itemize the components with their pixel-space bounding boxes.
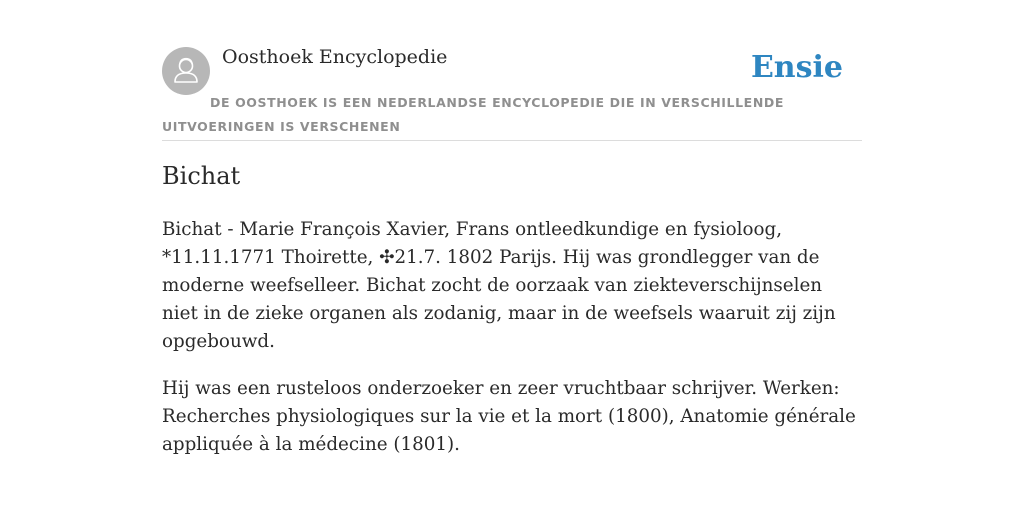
article-title: Bichat (162, 162, 241, 190)
brand-logo[interactable]: Ensie (750, 50, 843, 85)
user-silhouette-icon (162, 47, 210, 95)
source-description: DE OOSTHOEK IS EEN NEDERLANDSE ENCYCLOPEDIE DIE IN VERSCHILLENDE UITVOERINGEN IS VERSCHENEN (162, 95, 784, 134)
source-header (162, 0, 862, 141)
page-container (162, 0, 862, 455)
avatar[interactable] (162, 47, 210, 95)
article-paragraph: Bichat - Marie François Xavier, Frans ontleedkundige en fysioloog, *11.11.1771 Thoirette, ✣21.7. 1802 Parijs. Hij was grondlegger van de moderne weefselleer. Bichat zocht de oorzaak van ziekteverschijnselen niet in de zieke organen als zodanig, maar in de weefsels waaruit zij zijn opgebouwd. (162, 219, 836, 352)
article-body (162, 216, 862, 478)
article-paragraph: Hij was een rusteloos onderzoeker en zeer vruchtbaar schrijver. Werken: Recherches physiologiques sur la vie et la mort (1800), Anatomie générale appliquée à la médecine (1801). (162, 378, 856, 455)
source-name-link[interactable]: Oosthoek Encyclopedie (222, 46, 448, 68)
